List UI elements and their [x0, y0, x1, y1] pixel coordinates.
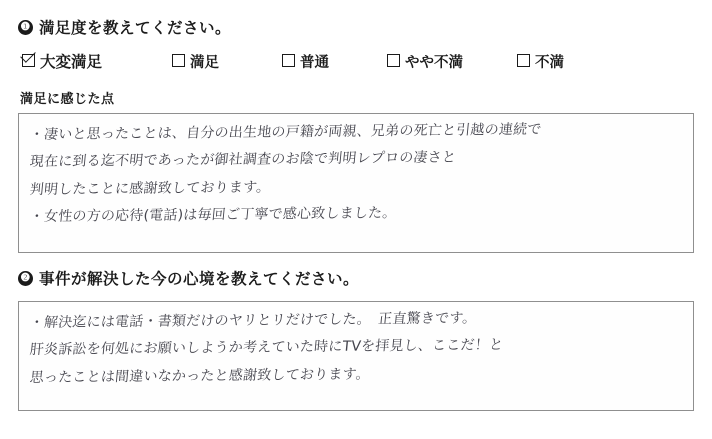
checkbox-somewhat-dissatisfied[interactable] [387, 54, 400, 67]
question-1-text: 満足度を教えてください。 [39, 20, 232, 37]
question-2-heading [18, 267, 694, 289]
option-dissatisfied[interactable] [517, 51, 564, 72]
option-satisfied[interactable] [172, 51, 282, 72]
satisfaction-options [22, 50, 694, 72]
option-somewhat-dissatisfied[interactable] [387, 51, 517, 72]
question-1-answer-box[interactable] [18, 113, 694, 253]
checkbox-dissatisfied[interactable] [517, 54, 530, 67]
checkbox-very-satisfied[interactable] [22, 54, 35, 67]
option-label-very-satisfied: 大変満足 [40, 54, 103, 71]
checkbox-satisfied[interactable] [172, 54, 185, 67]
question-1-answer-line-3: 判明したことに感謝致しております。 [29, 179, 272, 198]
checkbox-neutral[interactable] [282, 54, 295, 67]
question-1-answer-line-1: ・凄いと思ったことは、自分の出生地の戸籍が両親、兄弟の死亡と引越の連続で [29, 121, 543, 143]
question-1-heading [18, 16, 694, 38]
question-2-answer-line-3: 思ったことは間違いなかったと感謝致しております。 [29, 366, 371, 386]
option-label-somewhat-dissatisfied: やや不満 [405, 54, 463, 71]
option-label-dissatisfied: 不満 [535, 54, 564, 71]
question-2-answer-line-2: 肝炎訴訟を何処にお願いしようか考えていた時にTVを拝見し、ここだ！と [29, 337, 504, 359]
option-label-neutral: 普通 [300, 54, 329, 71]
question-2-text: 事件が解決した今の心境を教えてください。 [39, 271, 360, 288]
option-very-satisfied[interactable] [22, 50, 172, 72]
option-neutral[interactable] [282, 51, 387, 72]
option-label-satisfied: 満足 [190, 54, 219, 71]
question-2-answer-box[interactable] [18, 301, 694, 411]
question-1-sub-label: 満足に感じた点 [20, 91, 115, 106]
question-2-answer-line-1: ・解決迄には電話・書類だけのヤリとリだけでした。 正直驚きです。 [29, 310, 478, 331]
question-1-answer-line-4: ・女性の方の応待(電話)は毎回ご丁寧で感心致しました。 [29, 205, 398, 225]
question-1-answer-line-2: 現在に到る迄不明であったが御社調査のお陰で判明レプロの凄さと [29, 149, 457, 171]
question-2-number: ❷ [18, 271, 33, 286]
question-1-number: ❶ [18, 20, 33, 35]
